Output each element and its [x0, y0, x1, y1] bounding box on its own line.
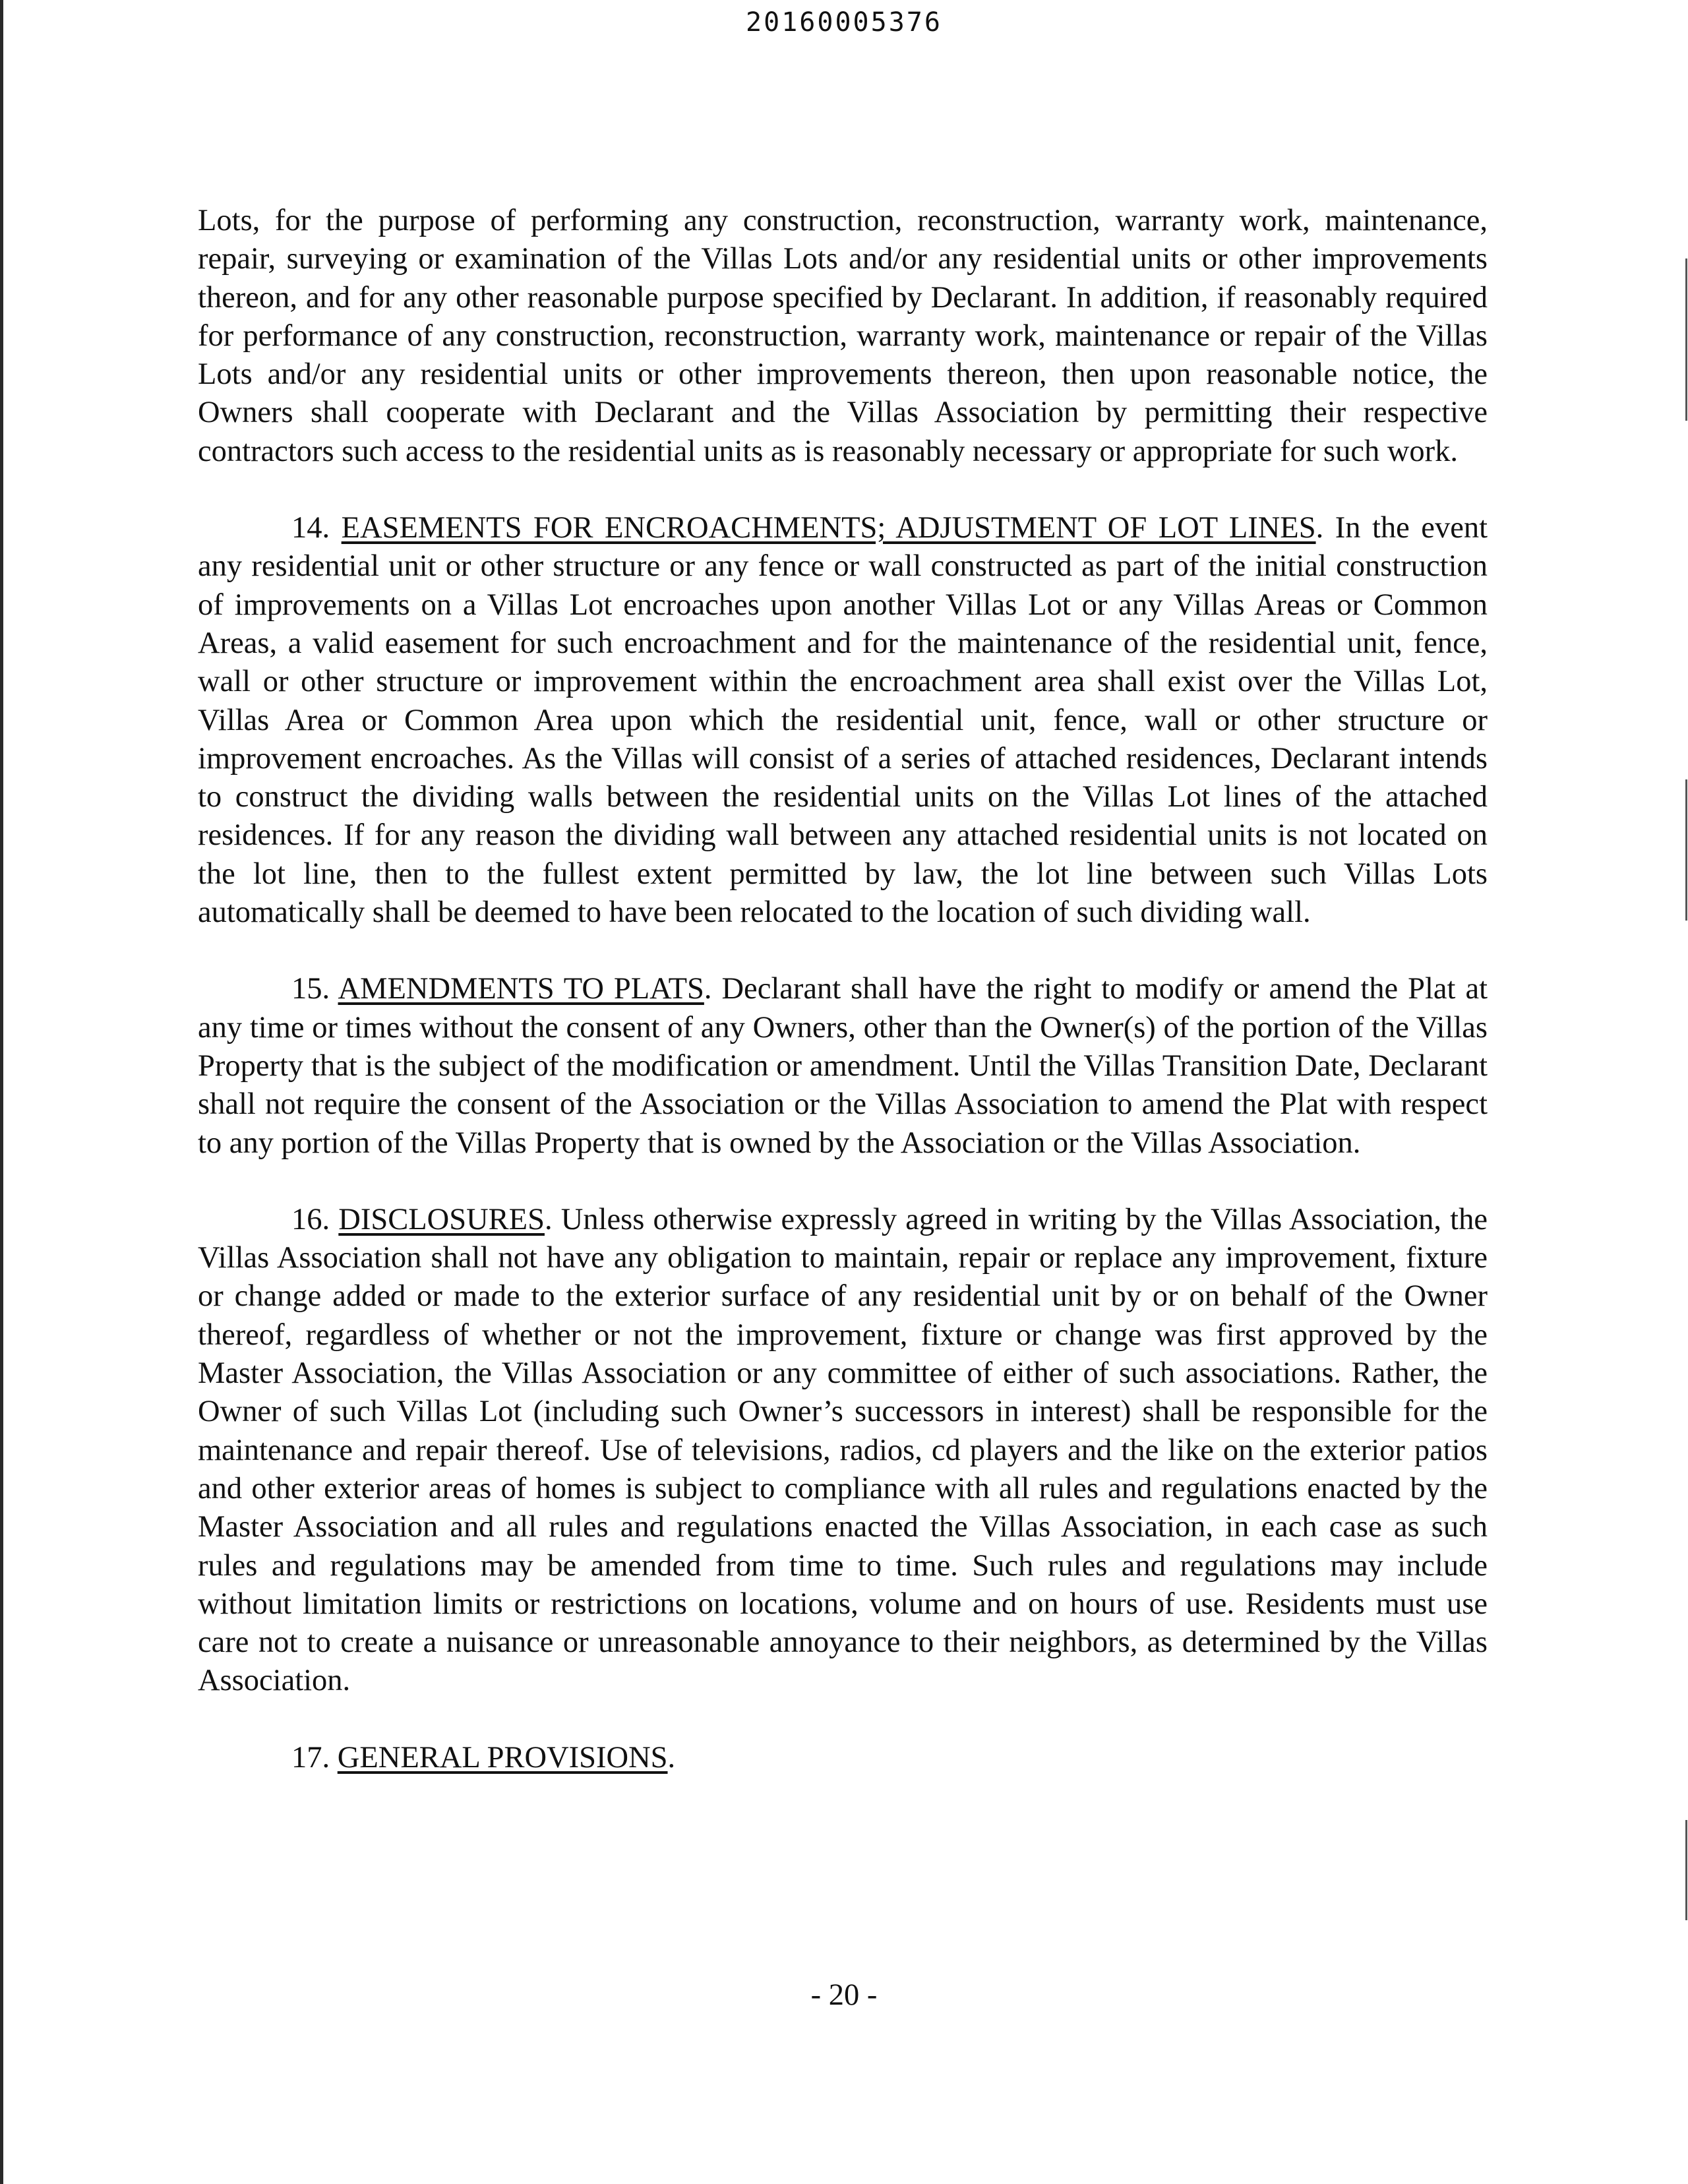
section-number: 17.: [291, 1740, 338, 1774]
section-17: [198, 1739, 1488, 1777]
document-body: [198, 202, 1488, 1815]
section-16: [198, 1201, 1488, 1701]
paragraph-text: Declarant shall have the right to modify or amend the Plat at any time or times without the consent of any Owners, other than the Owner(s) of the portion of the Villas Property that is the subject of the modification or amendment. Until the Villas Transition Date, Declarant shall not require the consent of the Association or the Villas Association to amend the Plat with respect to any portion of the Villas Property that is owned by the Association or the Villas Association.: [198, 972, 1488, 1160]
document-number: 20160005376: [746, 7, 942, 38]
paragraph-13-continued: [198, 202, 1488, 471]
paragraph-text: In the event any residential unit or other structure or any fence or wall constructed as part of the initial construction of improvements on a Villas Lot encroaches upon another Villas Lot or any Villas Areas or Common Areas, a valid easement for such encroachment and for the maintenance of the residential unit, fence, wall or other structure or improvement within the encroachment area shall exist over the Villas Lot, Villas Area or Common Area upon which the residential unit, fence, wall or other structure or improvement encroaches. As the Villas will consist of a series of attached residences, Declarant intends to construct the dividing walls between the residential units on the Villas Lot lines of the attached residences. If for any reason the dividing wall between any attached residential units is not located on the lot line, then to the fullest extent permitted by law, the lot line between such Villas Lots automatically shall be deemed to have been relocated to the location of such dividing wall.: [198, 511, 1488, 930]
section-heading: GENERAL PROVISIONS: [337, 1740, 668, 1774]
scan-margin-mark: [1685, 258, 1687, 421]
section-heading: EASEMENTS FOR ENCROACHMENTS; ADJUSTMENT OF LOT LINES: [341, 511, 1316, 545]
heading-punctuation: .: [544, 1202, 561, 1236]
heading-punctuation: .: [1315, 511, 1335, 545]
section-15: [198, 970, 1488, 1162]
scan-left-edge: [0, 0, 3, 2184]
section-heading: AMENDMENTS TO PLATS: [338, 972, 704, 1006]
heading-punctuation: .: [667, 1740, 676, 1774]
scan-margin-mark: [1685, 779, 1687, 921]
page-number: - 20 -: [810, 1978, 878, 2012]
section-heading: DISCLOSURES: [338, 1202, 545, 1236]
section-14: [198, 509, 1488, 932]
paragraph-text: Lots, for the purpose of performing any construction, reconstruction, warranty work, maintenance, repair, surveying or examination of the Villas Lots and/or any residential units or other improvements thereon, and for any other reasonable purpose specified by Declarant. In addition, if reasonably required for performance of any construction, reconstruction, warranty work, maintenance or repair of the Villas Lots and/or any residential units or other improvements thereon, then upon reasonable notice, the Owners shall cooperate with Declarant and the Villas Association by permitting their respective contractors such access to the residential units as is reasonably necessary or appropriate for such work.: [198, 204, 1488, 468]
heading-punctuation: .: [704, 972, 722, 1006]
paragraph-text: Unless otherwise expressly agreed in writing by the Villas Association, the Villas Association shall not have any obligation to maintain, repair or replace any improvement, fixture or change added or made to the exterior surface of any residential unit by or on behalf of the Owner thereof, regardless of whether or not the improvement, fixture or change was first approved by the Master Association, the Villas Association or any committee of either of such associations. Rather, the Owner of such Villas Lot (including such Owner’s successors in interest) shall be responsible for the maintenance and repair thereof. Use of televisions, radios, cd players and the like on the exterior patios and other exterior areas of homes is subject to compliance with all rules and regulations enacted by the Master Association and all rules and regulations enacted the Villas Association, in each case as such rules and regulations may be amended from time to time. Such rules and regulations may include without limitation limits or restrictions on locations, volume and on hours of use. Residents must use care not to create a nuisance or unreasonable annoyance to their neighbors, as determined by the Villas Association.: [198, 1202, 1488, 1698]
section-number: 14.: [291, 511, 342, 545]
section-number: 15.: [291, 972, 338, 1006]
section-number: 16.: [291, 1202, 339, 1236]
scan-margin-mark: [1685, 1820, 1687, 1920]
